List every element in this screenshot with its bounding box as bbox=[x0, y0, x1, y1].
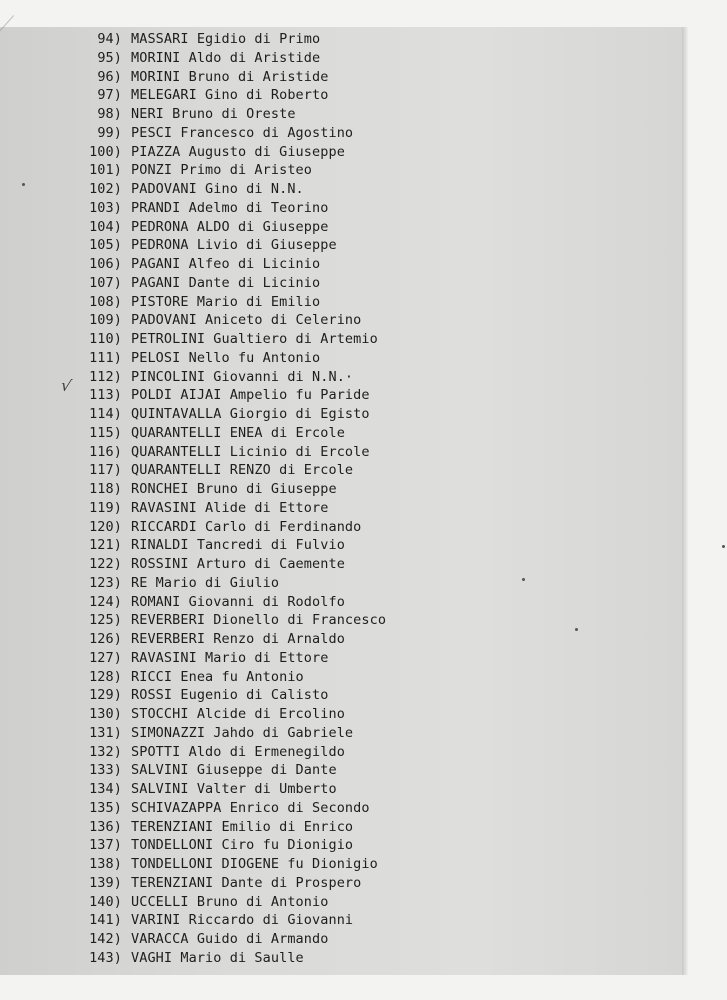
list-item bbox=[78, 799, 386, 818]
entry-name: ROSSINI Arturo di Caemente bbox=[131, 556, 345, 572]
list-item bbox=[78, 405, 386, 424]
list-item bbox=[78, 368, 386, 387]
list-item bbox=[78, 518, 386, 537]
entry-name: QUARANTELLI ENEA di Ercole bbox=[131, 424, 345, 441]
list-item bbox=[78, 68, 386, 87]
entry-number: 142) bbox=[89, 931, 122, 947]
entry-name: MELEGARI Gino di Roberto bbox=[131, 87, 329, 104]
entry-name: RICCI Enea fu Antonio bbox=[131, 668, 304, 685]
entry-name: REVERBERI Renzo di Arnaldo bbox=[131, 631, 345, 647]
entry-number: 141) bbox=[89, 912, 122, 929]
entry-name: TERENZIANI Dante di Prospero bbox=[131, 874, 362, 891]
list-item bbox=[78, 536, 386, 555]
entry-number: 122) bbox=[89, 556, 122, 572]
entry-name: PINCOLINI Giovanni di N.N.· bbox=[131, 368, 354, 385]
entry-number: 115) bbox=[89, 424, 122, 441]
entry-number: 127) bbox=[89, 649, 122, 666]
entry-name: QUARANTELLI Licinio di Ercole bbox=[131, 443, 370, 460]
list-item bbox=[78, 836, 386, 855]
entry-number: 130) bbox=[89, 706, 122, 722]
entry-name: ROMANI Giovanni di Rodolfo bbox=[131, 593, 345, 610]
entry-name: MORINI Bruno di Aristide bbox=[131, 68, 329, 85]
entry-name: PADOVANI Gino di N.N. bbox=[131, 181, 304, 197]
entry-name: PESCI Francesco di Agostino bbox=[131, 124, 354, 141]
entry-name: SPOTTI Aldo di Ermenegildo bbox=[131, 743, 345, 760]
entry-name: PADOVANI Aniceto di Celerino bbox=[131, 312, 362, 329]
list-item bbox=[78, 593, 386, 612]
list-item bbox=[78, 218, 386, 237]
entry-number: 98) bbox=[97, 106, 122, 122]
list-item bbox=[78, 443, 386, 462]
list-item bbox=[78, 649, 386, 668]
entry-name: SCHIVAZAPPA Enrico di Secondo bbox=[131, 799, 370, 816]
list-item bbox=[78, 86, 386, 105]
list-item bbox=[78, 330, 386, 349]
entry-name: RE Mario di Giulio bbox=[131, 574, 280, 591]
list-item bbox=[78, 930, 386, 949]
entry-name: PIAZZA Augusto di Giuseppe bbox=[131, 143, 345, 160]
entry-number: 108) bbox=[89, 293, 122, 310]
list-item bbox=[78, 124, 386, 143]
entry-name: SALVINI Giuseppe di Dante bbox=[131, 762, 337, 779]
entry-name: MASSARI Egidio di Primo bbox=[131, 31, 321, 47]
entry-name: ROSSI Eugenio di Calisto bbox=[131, 687, 329, 704]
name-list bbox=[78, 30, 386, 968]
entry-number: 123) bbox=[89, 574, 122, 591]
entry-number: 129) bbox=[89, 687, 122, 704]
entry-number: 99) bbox=[97, 124, 122, 141]
entry-name: PISTORE Mario di Emilio bbox=[131, 293, 321, 310]
margin-check-mark: √ bbox=[59, 375, 74, 396]
entry-name: PAGANI Alfeo di Licinio bbox=[131, 256, 321, 272]
entry-number: 109) bbox=[89, 312, 122, 329]
entry-number: 139) bbox=[89, 874, 122, 891]
entry-name: POLDI AIJAI Ampelio fu Paride bbox=[131, 387, 370, 404]
list-item bbox=[78, 855, 386, 874]
list-item bbox=[78, 386, 386, 405]
entry-name: SIMONAZZI Jahdo di Gabriele bbox=[131, 724, 354, 741]
entry-number: 117) bbox=[89, 462, 122, 479]
entry-name: PEDRONA Livio di Giuseppe bbox=[131, 237, 337, 254]
entry-number: 100) bbox=[89, 143, 122, 160]
entry-name: REVERBERI Dionello di Francesco bbox=[131, 612, 387, 629]
list-item bbox=[78, 105, 386, 124]
entry-number: 125) bbox=[89, 612, 122, 629]
entry-name: TONDELLONI DIOGENE fu Dionigio bbox=[131, 856, 378, 872]
entry-number: 137) bbox=[89, 837, 122, 854]
entry-number: 103) bbox=[89, 199, 122, 216]
entry-name: RAVASINI Mario di Ettore bbox=[131, 649, 329, 666]
list-item bbox=[78, 761, 386, 780]
entry-name: RONCHEI Bruno di Giuseppe bbox=[131, 481, 337, 497]
entry-number: 121) bbox=[89, 537, 122, 554]
list-item bbox=[78, 818, 386, 837]
entry-number: 114) bbox=[89, 406, 122, 422]
entry-number: 113) bbox=[89, 387, 122, 404]
list-item bbox=[78, 743, 386, 762]
list-item bbox=[78, 499, 386, 518]
entry-number: 104) bbox=[89, 218, 122, 235]
list-item bbox=[78, 143, 386, 162]
list-item bbox=[78, 255, 386, 274]
entry-number: 134) bbox=[89, 781, 122, 797]
entry-name: SALVINI Valter di Umberto bbox=[131, 781, 337, 797]
list-item bbox=[78, 30, 386, 49]
entry-number: 95) bbox=[97, 49, 122, 66]
paper-speck bbox=[22, 183, 25, 186]
entry-name: PAGANI Dante di Licinio bbox=[131, 274, 321, 291]
entry-name: RICCARDI Carlo di Ferdinando bbox=[131, 518, 362, 535]
list-item bbox=[78, 293, 386, 312]
entry-name: PRANDI Adelmo di Teorino bbox=[131, 199, 329, 216]
entry-number: 110) bbox=[89, 331, 122, 347]
entry-name: QUINTAVALLA Giorgio di Egisto bbox=[131, 406, 370, 422]
entry-number: 116) bbox=[89, 443, 122, 460]
list-item bbox=[78, 686, 386, 705]
list-item bbox=[78, 199, 386, 218]
entry-name: VARINI Riccardo di Giovanni bbox=[131, 912, 354, 929]
list-item bbox=[78, 874, 386, 893]
list-item bbox=[78, 424, 386, 443]
entry-number: 136) bbox=[89, 818, 122, 835]
entry-name: PEDRONA ALDO di Giuseppe bbox=[131, 218, 329, 235]
entry-number: 105) bbox=[89, 237, 122, 254]
entry-number: 132) bbox=[89, 743, 122, 760]
entry-name: PELOSI Nello fu Antonio bbox=[131, 349, 321, 366]
entry-number: 102) bbox=[89, 181, 122, 197]
list-item bbox=[78, 893, 386, 912]
list-item bbox=[78, 480, 386, 499]
paper-speck bbox=[522, 578, 525, 581]
list-item bbox=[78, 49, 386, 68]
list-item bbox=[78, 668, 386, 687]
entry-number: 131) bbox=[89, 724, 122, 741]
entry-name: RINALDI Tancredi di Fulvio bbox=[131, 537, 345, 554]
entry-name: VAGHI Mario di Saulle bbox=[131, 949, 304, 966]
entry-number: 140) bbox=[89, 893, 122, 910]
entry-number: 120) bbox=[89, 518, 122, 535]
list-item bbox=[78, 236, 386, 255]
entry-number: 101) bbox=[89, 162, 122, 179]
entry-number: 138) bbox=[89, 856, 122, 872]
entry-number: 97) bbox=[97, 87, 122, 104]
list-item bbox=[78, 180, 386, 199]
list-item bbox=[78, 611, 386, 630]
list-item bbox=[78, 705, 386, 724]
list-item bbox=[78, 911, 386, 930]
list-item bbox=[78, 949, 386, 968]
entry-name: MORINI Aldo di Aristide bbox=[131, 49, 321, 66]
entry-number: 143) bbox=[89, 949, 122, 966]
entry-name: TERENZIANI Emilio di Enrico bbox=[131, 818, 354, 835]
entry-name: RAVASINI Alide di Ettore bbox=[131, 499, 329, 516]
entry-number: 112) bbox=[89, 368, 122, 385]
entry-name: VARACCA Guido di Armando bbox=[131, 931, 329, 947]
list-item bbox=[78, 461, 386, 480]
entry-name: PETROLINI Gualtiero di Artemio bbox=[131, 331, 378, 347]
list-item bbox=[78, 311, 386, 330]
entry-number: 118) bbox=[89, 481, 122, 497]
entry-name: PONZI Primo di Aristeo bbox=[131, 162, 313, 179]
list-item bbox=[78, 724, 386, 743]
entry-number: 119) bbox=[89, 499, 122, 516]
list-item bbox=[78, 274, 386, 293]
list-item bbox=[78, 555, 386, 574]
entry-name: STOCCHI Alcide di Ercolino bbox=[131, 706, 345, 722]
entry-number: 126) bbox=[89, 631, 122, 647]
entry-number: 135) bbox=[89, 799, 122, 816]
entry-number: 106) bbox=[89, 256, 122, 272]
paper-speck bbox=[575, 628, 578, 631]
list-item bbox=[78, 574, 386, 593]
entry-number: 124) bbox=[89, 593, 122, 610]
entry-name: TONDELLONI Ciro fu Dionigio bbox=[131, 837, 354, 854]
entry-number: 111) bbox=[89, 349, 122, 366]
entry-number: 107) bbox=[89, 274, 122, 291]
list-item bbox=[78, 161, 386, 180]
entry-number: 128) bbox=[89, 668, 122, 685]
entry-number: 96) bbox=[97, 68, 122, 85]
sheet-edge-shadow bbox=[682, 27, 688, 975]
paper-speck bbox=[722, 545, 725, 548]
entry-name: QUARANTELLI RENZO di Ercole bbox=[131, 462, 354, 479]
entry-number: 133) bbox=[89, 762, 122, 779]
entry-number: 94) bbox=[97, 31, 122, 47]
entry-name: NERI Bruno di Oreste bbox=[131, 106, 296, 122]
list-item bbox=[78, 630, 386, 649]
list-item bbox=[78, 780, 386, 799]
list-item bbox=[78, 349, 386, 368]
entry-name: UCCELLI Bruno di Antonio bbox=[131, 893, 329, 910]
